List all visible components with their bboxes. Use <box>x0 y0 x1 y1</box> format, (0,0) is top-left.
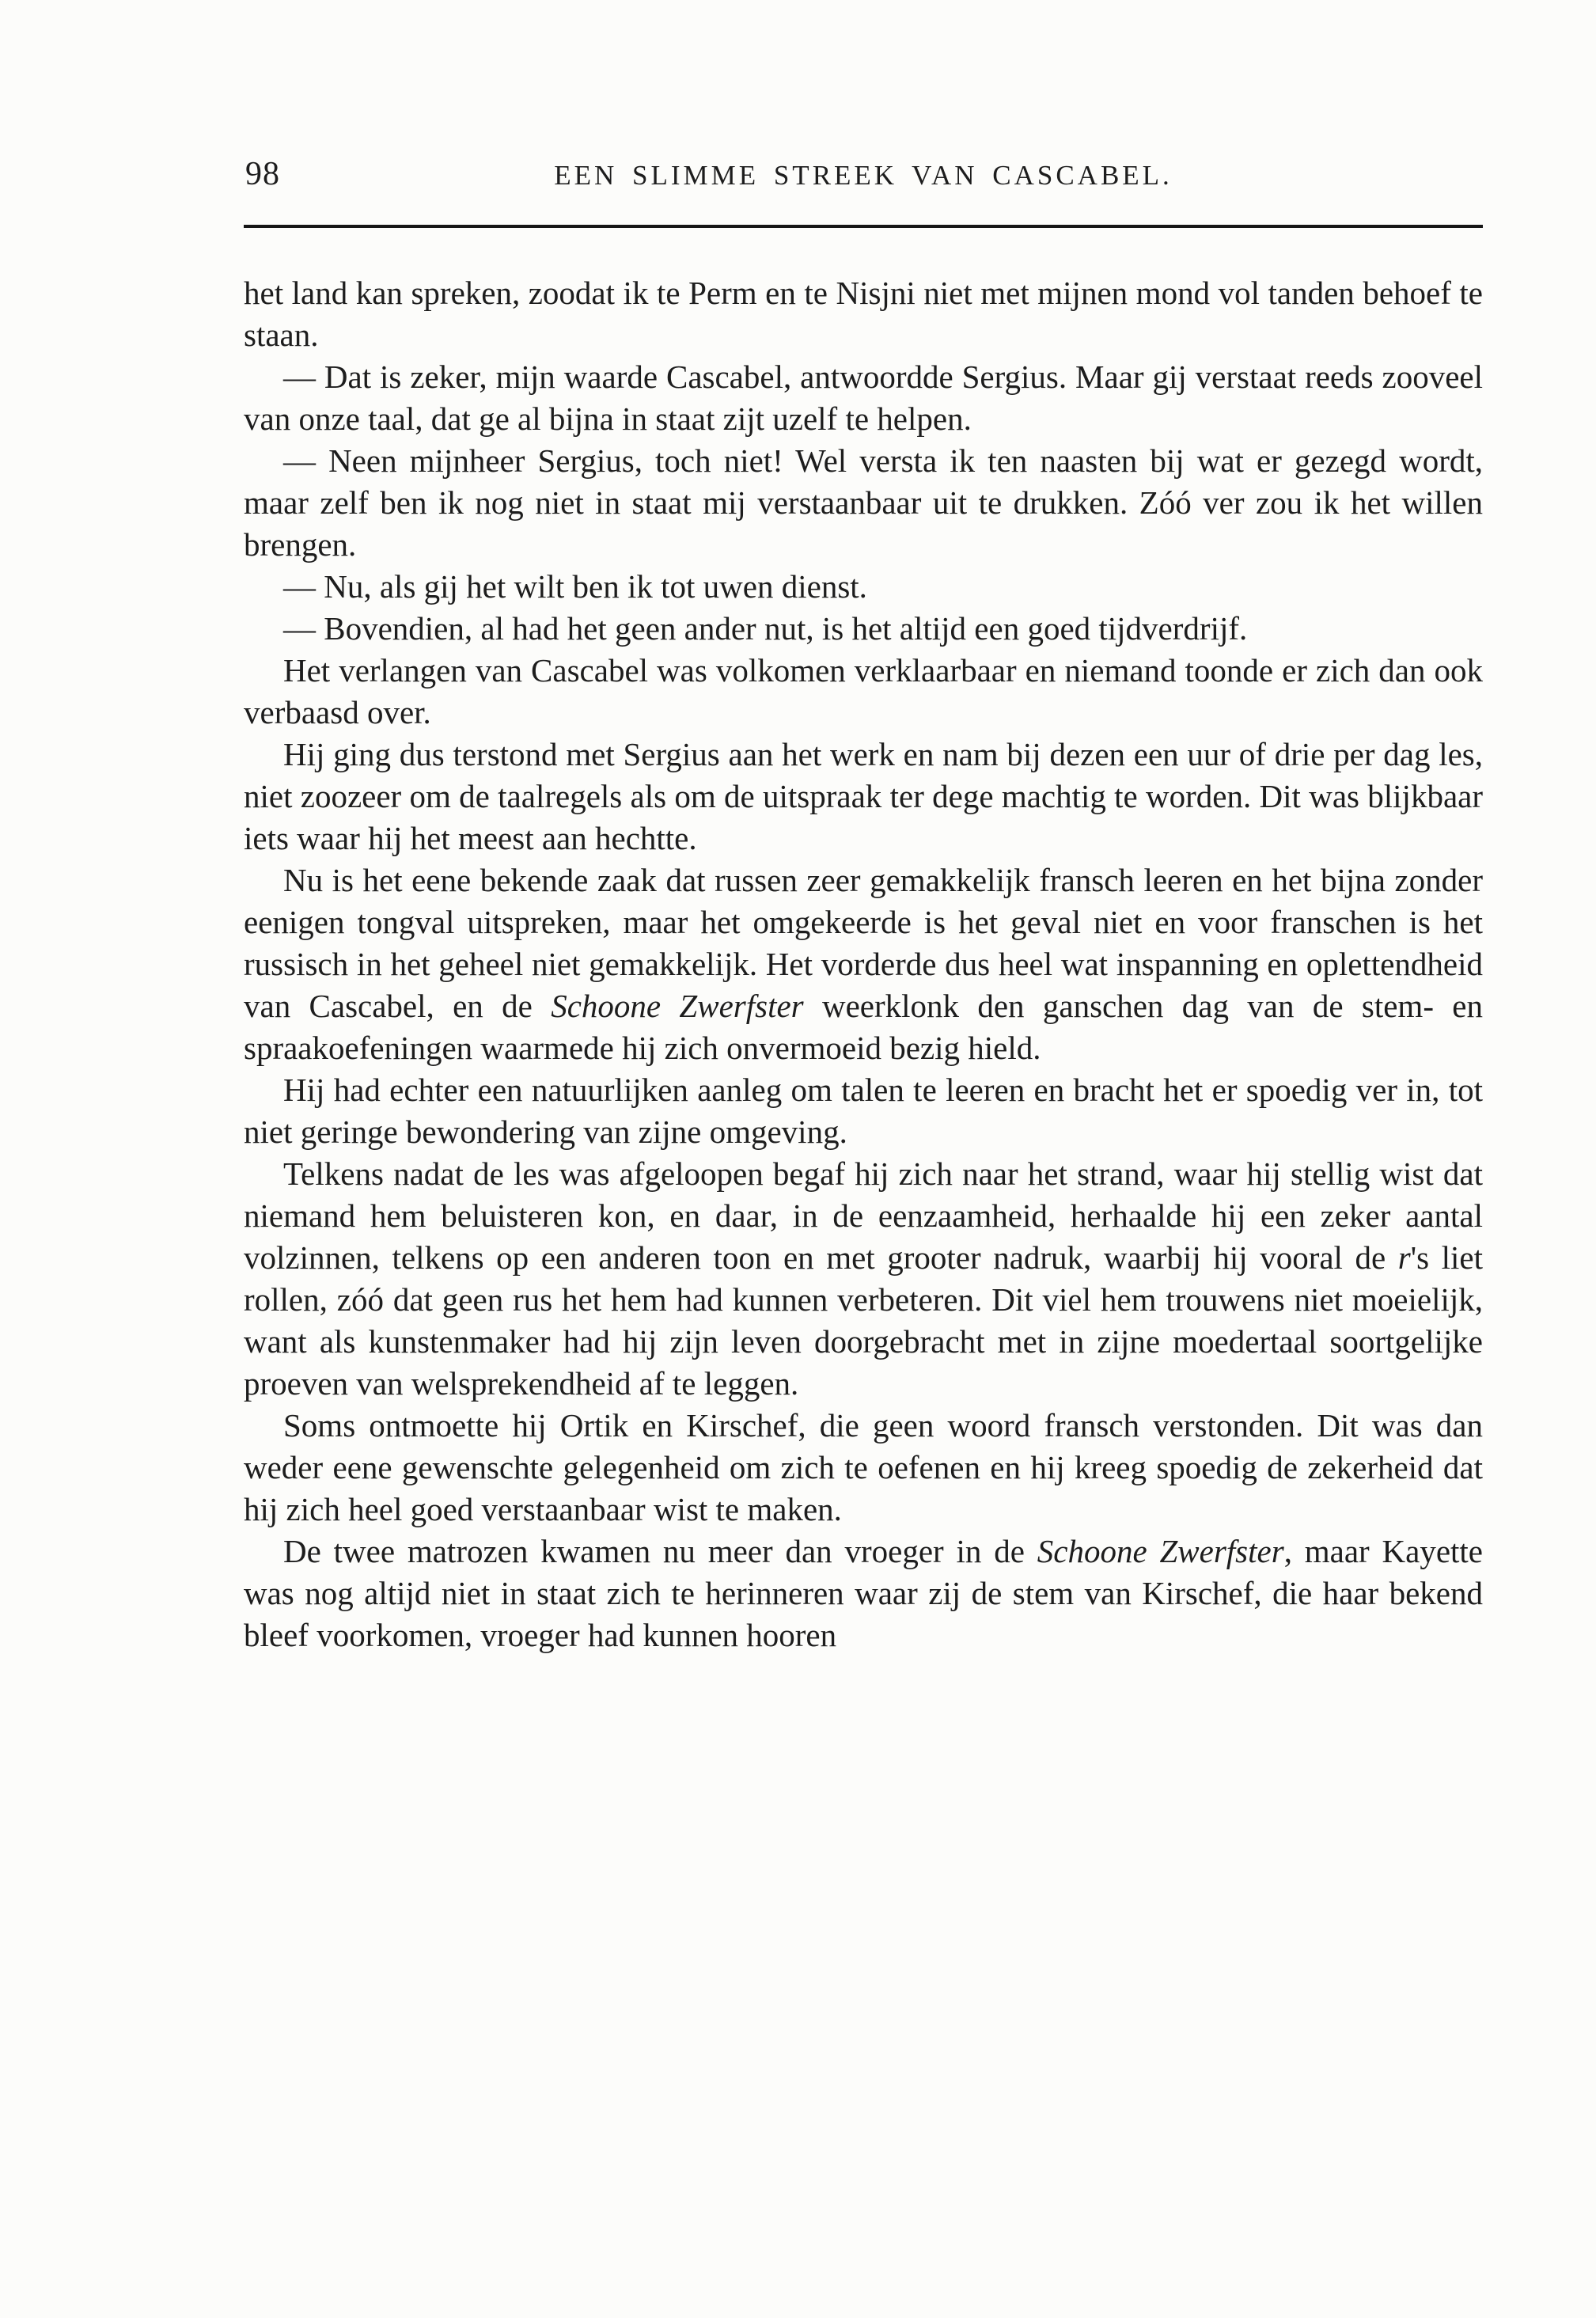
paragraph <box>244 734 1483 859</box>
paragraph <box>244 1153 1483 1405</box>
page-number: 98 <box>245 156 280 192</box>
header-rule <box>244 225 1483 228</box>
paragraph <box>244 272 1483 356</box>
paragraph <box>244 1405 1483 1531</box>
paragraph <box>244 1069 1483 1153</box>
paragraph <box>244 608 1483 650</box>
text-run: Hij ging dus terstond met Sergius aan het werk en nam bij dezen een uur of drie per dag les, niet zoozeer om de taalregels als om de uitspraak ter dege machtig te worden. Dit was blijkbaar iets waar hij het meest aan hechtte. <box>244 736 1483 856</box>
text-run: De twee matrozen kwamen nu meer dan vroeger in de <box>283 1533 1037 1569</box>
page-body <box>244 272 1483 1656</box>
paragraph <box>244 440 1483 566</box>
text-run: , maar Kayette was nog altijd niet in staat zich te herinneren waar zij de stem van Kirschef, die haar bekend bleef voorkomen, vroeger had kunnen hooren <box>244 1533 1484 1653</box>
text-run: Het verlangen van Cascabel was volkomen verklaarbaar en niemand toonde er zich dan ook verbaasd over. <box>244 652 1483 730</box>
text-run: Telkens nadat de les was afgeloopen begaf hij zich naar het strand, waar hij stellig wist dat niemand hem beluisteren kon, en daar, in de eenzaamheid, herhaalde hij een zeker aantal volzinnen, telkens op een anderen toon en met grooter nadruk, waarbij hij vooral de <box>244 1155 1483 1276</box>
paragraph <box>244 356 1483 440</box>
text-run: — Bovendien, al had het geen ander nut, is het altijd een goed tijdverdrijf. <box>283 610 1248 647</box>
italic-text-run: Schoone Zwerfster <box>551 988 804 1024</box>
text-run: het land kan spreken, zoodat ik te Perm en te Nisjni niet met mijnen mond vol tanden behoef te staan. <box>244 275 1483 353</box>
text-run: Nu is het eene bekende zaak dat russen zeer gemakkelijk fransch leeren en het bijna zonder eenigen tongval uitspreken, maar het omgekeerde is het geval niet en voor franschen is het russisch in het geheel niet gemakkelijk. Het vorderde dus heel wat inspanning en oplettendheid van Cascabel, en de <box>244 862 1483 1024</box>
paragraph <box>244 1531 1483 1656</box>
paragraph <box>244 859 1483 1069</box>
page-header <box>244 155 1483 201</box>
text-run: — Dat is zeker, mijn waarde Cascabel, antwoordde Sergius. Maar gij verstaat reeds zooveel van onze taal, dat ge al bijna in staat zijt uzelf te helpen. <box>244 359 1483 437</box>
italic-text-run: r <box>1397 1239 1411 1276</box>
text-run: — Neen mijnheer Sergius, toch niet! Wel versta ik ten naasten bij wat er gezegd wordt, maar zelf ben ik nog niet in staat mij verstaanbaar uit te drukken. Zóó ver zou ik het willen brengen. <box>244 442 1483 563</box>
text-run: weerklonk den ganschen dag van de stem- en spraakoefeningen waarmede hij zich onvermoeid bezig hield. <box>244 988 1484 1066</box>
running-title: EEN SLIMME STREEK VAN CASCABEL. <box>554 160 1173 191</box>
text-run: Soms ontmoette hij Ortik en Kirschef, die geen woord fransch verstonden. Dit was dan weder eene gewenschte gelegenheid om zich te oefenen en hij kreeg spoedig de zekerheid dat hij zich heel goed verstaanbaar wist te maken. <box>244 1407 1483 1527</box>
text-run: 's liet rollen, zóó dat geen rus het hem had kunnen verbeteren. Dit viel hem trouwens niet moeielijk, want als kunstenmaker had hij zijn leven doorgebracht met in zijne moedertaal soortgelijke proeven van welsprekendheid af te leggen. <box>244 1239 1483 1402</box>
italic-text-run: Schoone Zwerfster <box>1037 1533 1284 1569</box>
paragraph <box>244 650 1483 734</box>
text-run: Hij had echter een natuurlijken aanleg om talen te leeren en bracht het er spoedig ver in, tot niet geringe bewondering van zijne omgeving. <box>244 1072 1483 1150</box>
page-content <box>244 155 1483 1656</box>
paragraph <box>244 566 1483 608</box>
text-run: — Nu, als gij het wilt ben ik tot uwen dienst. <box>283 568 867 605</box>
